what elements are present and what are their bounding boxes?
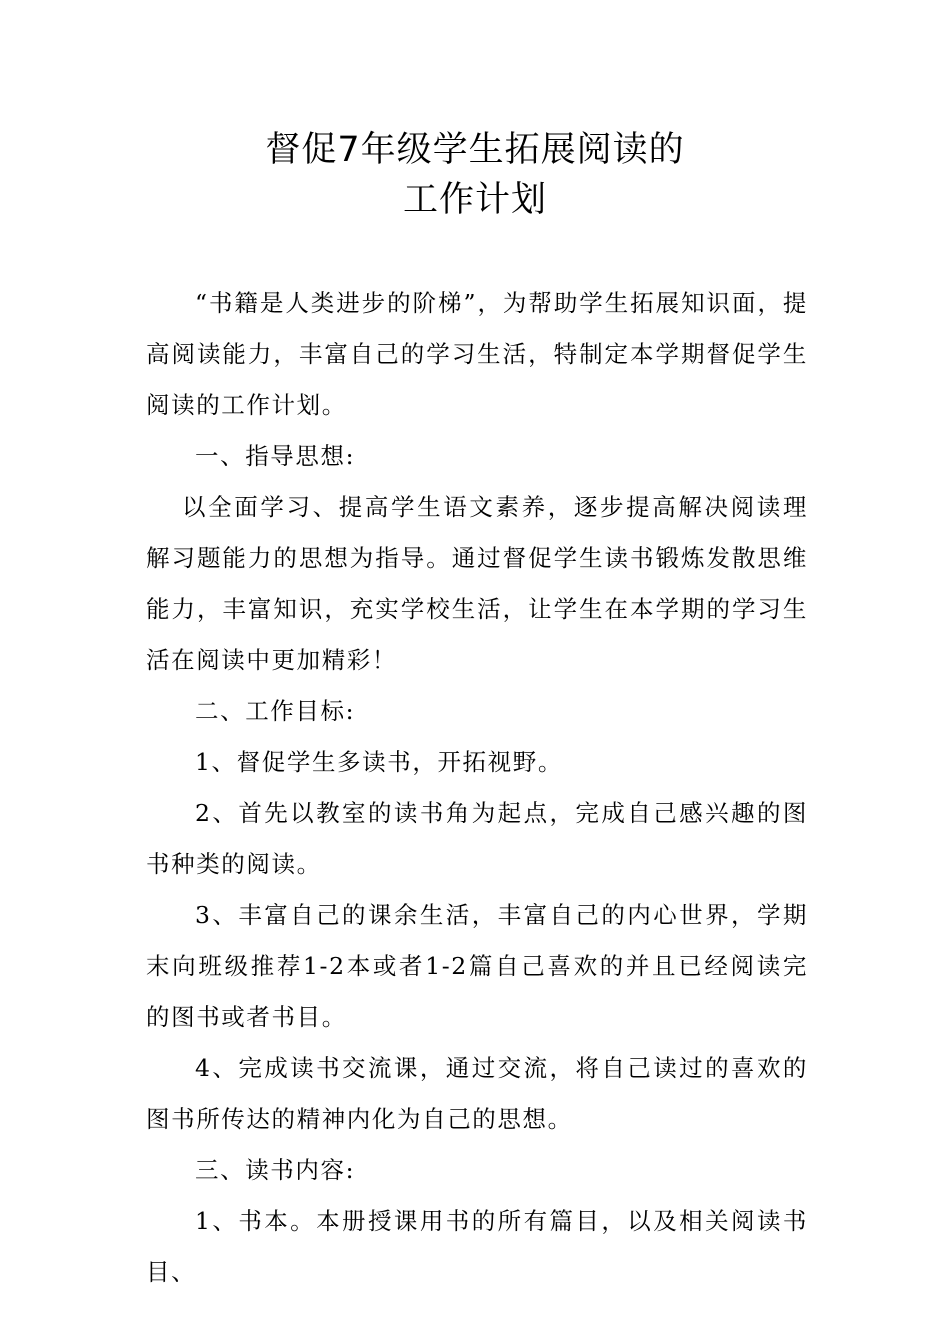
reading-content-item-1: 1、书本。本册授课用书的所有篇目，以及相关阅读书目、 — [146, 1207, 808, 1286]
section-heading-guiding-ideology: 一、指导思想: — [195, 442, 356, 470]
section-heading-work-goals: 二、工作目标: — [195, 697, 356, 725]
goal-item-1: 1、督促学生多读书，开拓视野。 — [195, 748, 563, 776]
goal-item-2: 2、首先以教室的读书角为起点，完成自己感兴趣的图书种类的阅读。 — [146, 799, 808, 878]
intro-paragraph: “书籍是人类进步的阶梯”，为帮助学生拓展知识面，提高阅读能力，丰富自己的学习生活，特制定本学期督促学生阅读的工作计划。 — [146, 289, 808, 419]
document-title-line-1: 督促7年级学生拓展阅读的 — [265, 130, 685, 170]
goal-item-3: 3、丰富自己的课余生活，丰富自己的内心世界，学期末向班级推荐1-2本或者1-2篇自己喜欢的并且已经阅读完的图书或者书目。 — [146, 901, 808, 1031]
guiding-ideology-paragraph: 以全面学习、提高学生语文素养，逐步提高解决阅读理解习题能力的思想为指导。通过督促学生读书锻炼发散思维能力，丰富知识，充实学校生活，让学生在本学期的学习生活在阅读中更加精彩！ — [146, 493, 808, 674]
goal-item-4: 4、完成读书交流课，通过交流，将自己读过的喜欢的图书所传达的精神内化为自己的思想。 — [146, 1054, 808, 1133]
document-title-line-2: 工作计划 — [402, 180, 547, 220]
section-heading-reading-content: 三、读书内容: — [195, 1156, 356, 1184]
